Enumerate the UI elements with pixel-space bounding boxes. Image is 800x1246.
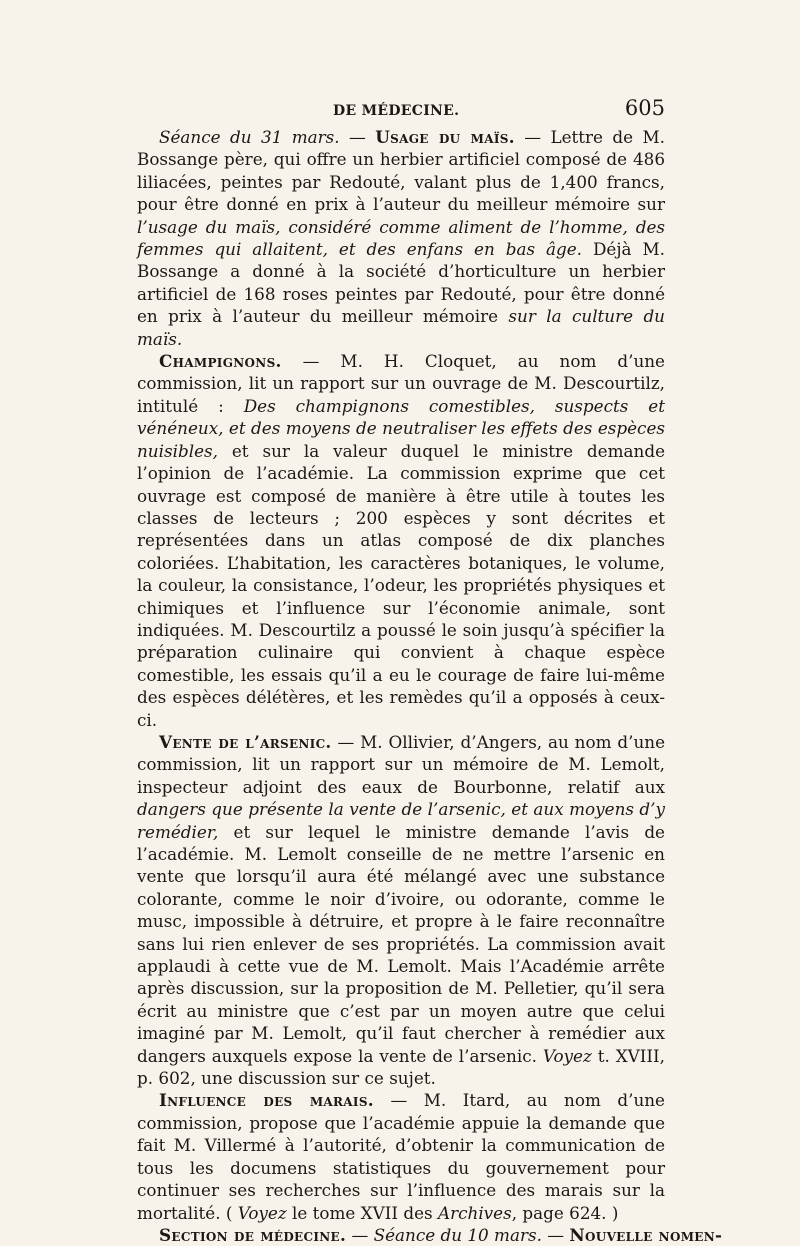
dash: — [541, 1224, 570, 1245]
section-heading: Influence des marais. [159, 1090, 374, 1111]
italic-title: sur la culture du maïs. [137, 306, 665, 349]
section-heading: Vente de l’arsenic. [159, 731, 332, 752]
paragraph-text: — M. H. Cloquet, au nom d’une commission, lit un rapport sur un ouvrage de M. Descourtilz, intitulé : [137, 351, 665, 416]
section-heading: Section de médecine. [159, 1224, 347, 1245]
paragraph-usage-du-mais [137, 126, 665, 350]
paragraph-text: Déjà M. Bossange a donné à la société d’horticulture un herbier artificiel de 168 roses peintes par Redouté, pour être donné en prix à l’auteur du meilleur mémoire [137, 239, 666, 327]
running-head: DE MÉDECINE. [333, 103, 460, 119]
section-heading: Champignons. [159, 351, 282, 372]
italic-reference: Archives [437, 1202, 512, 1223]
italic-title: dangers que présente la vente de l’arsenic, et aux moyens d’y remédier, [137, 799, 665, 842]
paragraph-text: et sur la valeur duquel le ministre demande l’opinion de l’académie. La commission exprime que cet ouvrage est composé de manière à être utile à toutes les classes de lecteurs ; 200 espèces y sont décrites et représentées dans un atlas composé de dix planches coloriées. L’habitation, les caractères botaniques, le volume, la couleur, la consistance, l’odeur, les propriétés physiques et chimiques et l’influence sur l’économie animale, sont indiquées. M. Descourtilz a poussé le soin jusqu’à spécifier la préparation culinaire qui convient à chaque espèce comestible, les essais qu’il a eu le courage de faire lui-même des espèces délétères, et les remèdes qu’il a opposés à ceux-ci. [137, 440, 665, 730]
book-page [137, 96, 723, 1246]
dash: — [346, 1224, 374, 1245]
paragraph-text: le tome XVII des [286, 1202, 438, 1223]
paragraph-text: — M. Ollivier, d’Angers, au nom d’une commission, lit un rapport sur un mémoire de M. Lemolt, inspecteur adjoint des eaux de Bourbonne, relatif aux [137, 731, 666, 797]
paragraph-text: — M. Itard, au nom d’une commission, propose que l’académie appuie la demande que fait M. Villermé à l’autorité, d’obtenir la communication de tous les documens statistiques du gouvernement pour continuer ses recherches sur l’influence des marais sur la mortalité. ( [137, 1090, 665, 1223]
section-heading: Usage du maïs. [375, 127, 515, 147]
italic-title: Des champignons comestibles, suspects et vénéneux, et des moyens de neutraliser les effets des espèces nuisibles, [137, 395, 665, 461]
session-date: Séance du 10 mars. [373, 1224, 542, 1245]
paragraph-text: — Lettre de M. Bossange père, qui offre un herbier artificiel composé de 486 liliacées, peintes par Redouté, valant plus de 1,400 francs, pour être donné en prix à l’auteur du meilleur mémoire sur [137, 127, 665, 215]
body-text [137, 126, 723, 1246]
italic-reference: Voyez [237, 1202, 287, 1223]
paragraph-text: et sur lequel le ministre demande l’avis de l’académie. M. Lemolt conseille de ne mettre l’arsenic en vente que lorsqu’il aura été mélangé avec une substance colorante, comme le noir d’ivoire, ou odorante, comme le musc, impossible à détruire, et propre à le faire reconnaître sans lui rien enlever de ses propriétés. La commission avait applaudi à cette vue de M. Lemolt. Mais l’Académie arrête après discussion, sur la proposition de M. Pelletier, qu’il sera écrit au ministre que c’est par un moyen autre que celui imaginé par M. Lemolt, qu’il faut chercher à remédier aux dangers auxquels expose la vente de l’arsenic. [137, 821, 665, 1066]
session-date: Séance du 31 mars. [159, 127, 340, 147]
paragraph-influence-marais [137, 1089, 665, 1223]
paragraph-text: , page 624. ) [511, 1202, 619, 1223]
paragraph-champignons [137, 350, 665, 731]
paragraph-text: t. XVIII, p. 602, une discussion sur ce sujet. [137, 1045, 665, 1089]
dash: — [339, 127, 376, 147]
paragraph-vente-arsenic [137, 731, 665, 1090]
italic-reference: Voyez [542, 1045, 592, 1066]
italic-title: l’usage du maïs, considéré comme aliment de l’homme, des femmes qui allaitent, et des enfans en bas âge. [137, 216, 665, 260]
page-header [137, 96, 665, 124]
section-heading: Nouvelle nomen- [569, 1224, 723, 1245]
paragraph-section-medecine [137, 1224, 723, 1246]
page-number: 605 [624, 96, 665, 120]
